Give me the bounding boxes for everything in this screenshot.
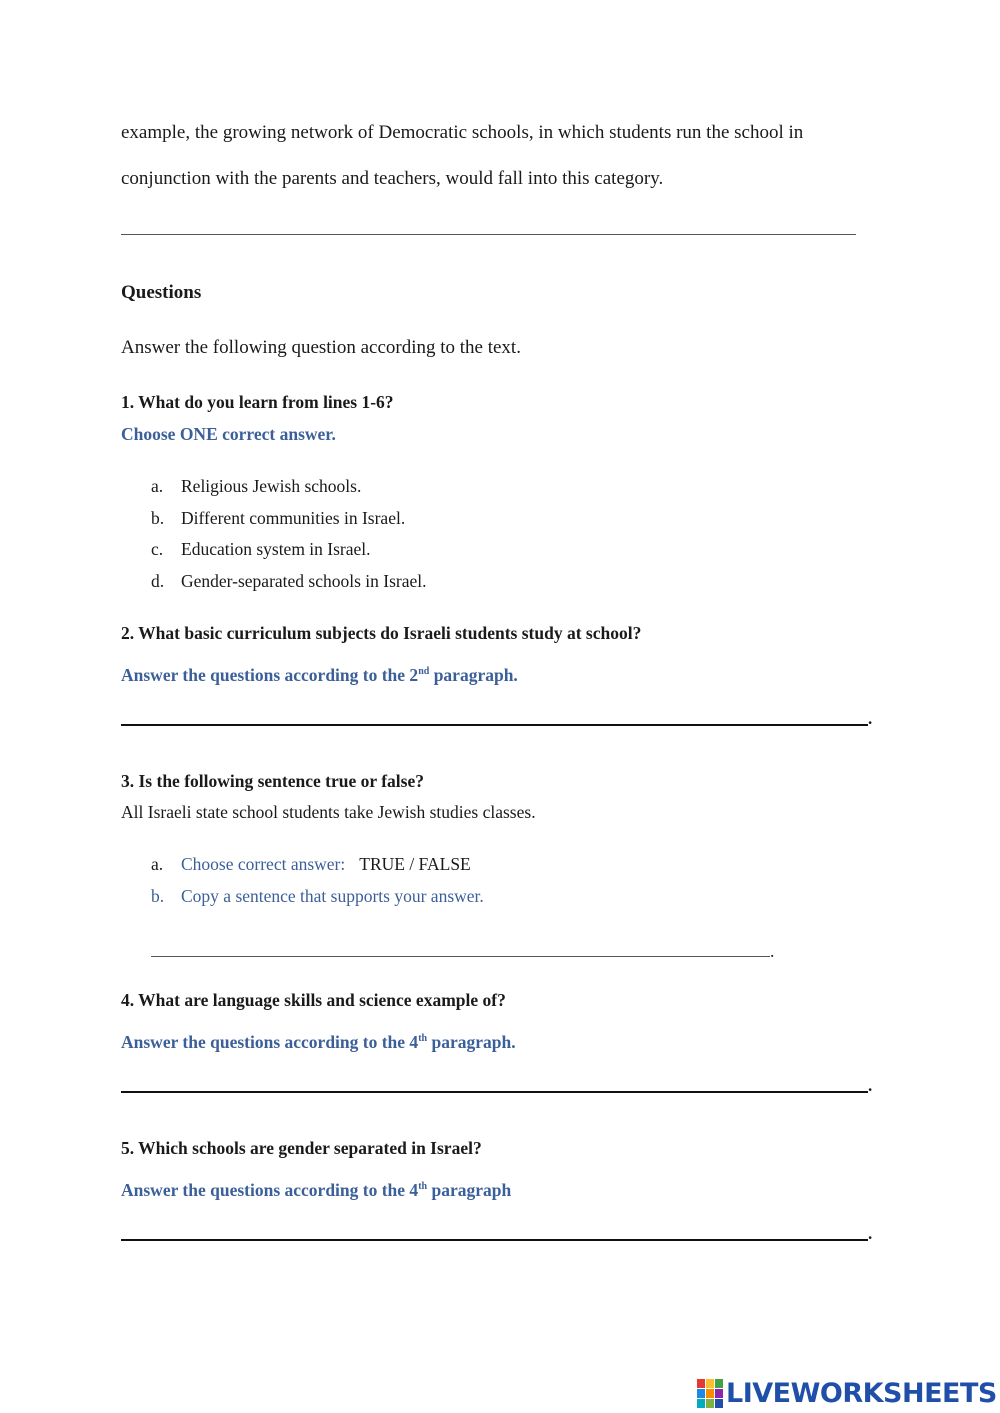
general-instruction: Answer the following question according to the text. [121, 337, 521, 358]
part-a-label: Choose correct answer: [181, 854, 346, 874]
instruction-text-end: paragraph. [427, 1032, 516, 1052]
part-letter: a. [151, 854, 164, 874]
question-5-instruction [121, 1180, 511, 1201]
ordinal-suffix: th [418, 1181, 428, 1193]
option-text: Religious Jewish schools. [181, 476, 362, 496]
part-b-label: Copy a sentence that supports your answer. [181, 886, 484, 906]
question-3-answer-field[interactable] [151, 956, 770, 957]
instruction-text-end: paragraph [427, 1180, 512, 1200]
question-3-part-a [151, 854, 471, 875]
question-2-instruction [121, 665, 518, 686]
question-4-answer-field[interactable] [121, 1091, 868, 1093]
option-letter: c. [151, 539, 164, 559]
option-text: Gender-separated schools in Israel. [181, 571, 427, 591]
ordinal-suffix: nd [418, 666, 430, 678]
question-4-title: 4. What are language skills and science example of? [121, 990, 506, 1010]
option-text: Different communities in Israel. [181, 508, 406, 528]
instruction-text: Answer the questions according to the 2 [121, 665, 419, 685]
questions-heading: Questions [121, 282, 202, 303]
question-4-instruction [121, 1032, 516, 1053]
logo-block [697, 1389, 705, 1398]
question-3-title: 3. Is the following sentence true or false? [121, 771, 424, 791]
intro-line-1: example, the growing network of Democratic schools, in which students run the school in [121, 122, 804, 143]
logo-text: LIVEWORKSHEETS [726, 1377, 997, 1409]
liveworksheets-logo [697, 1378, 997, 1408]
question-2-period: . [868, 709, 873, 728]
question-1-title: 1. What do you learn from lines 1-6? [121, 392, 394, 412]
logo-block [715, 1389, 723, 1398]
question-1-option-c[interactable] [151, 539, 371, 560]
option-text: Education system in Israel. [181, 539, 371, 559]
part-letter: b. [151, 886, 165, 906]
question-1-option-d[interactable] [151, 571, 427, 592]
option-letter: b. [151, 508, 165, 528]
intro-line-2: conjunction with the parents and teachers, would fall into this category. [121, 168, 664, 189]
true-false-choice[interactable]: TRUE / FALSE [359, 854, 471, 874]
option-letter: a. [151, 476, 164, 496]
question-3-statement: All Israeli state school students take Jewish studies classes. [121, 802, 536, 822]
question-3-period: . [770, 941, 775, 961]
question-1-instruction: Choose ONE correct answer. [121, 424, 336, 444]
question-5-period: . [868, 1224, 873, 1243]
logo-block [706, 1399, 714, 1408]
question-4-period: . [868, 1076, 873, 1095]
instruction-text: Answer the questions according to the 4 [121, 1032, 419, 1052]
logo-block [715, 1379, 723, 1388]
question-3-part-b [151, 886, 484, 907]
logo-block [697, 1379, 705, 1388]
question-5-answer-field[interactable] [121, 1239, 868, 1241]
logo-block [706, 1379, 714, 1388]
question-5-title: 5. Which schools are gender separated in Israel? [121, 1138, 482, 1158]
instruction-text-end: paragraph. [429, 665, 518, 685]
question-1-option-a[interactable] [151, 476, 361, 497]
logo-block [706, 1389, 714, 1398]
option-letter: d. [151, 571, 165, 591]
ordinal-suffix: th [418, 1033, 428, 1045]
section-divider [121, 234, 856, 235]
logo-blocks-icon [697, 1379, 723, 1408]
logo-block [715, 1399, 723, 1408]
question-2-answer-field[interactable] [121, 724, 868, 726]
question-1-option-b[interactable] [151, 508, 405, 529]
question-2-title: 2. What basic curriculum subjects do Israeli students study at school? [121, 623, 642, 643]
logo-block [697, 1399, 705, 1408]
instruction-text: Answer the questions according to the 4 [121, 1180, 419, 1200]
